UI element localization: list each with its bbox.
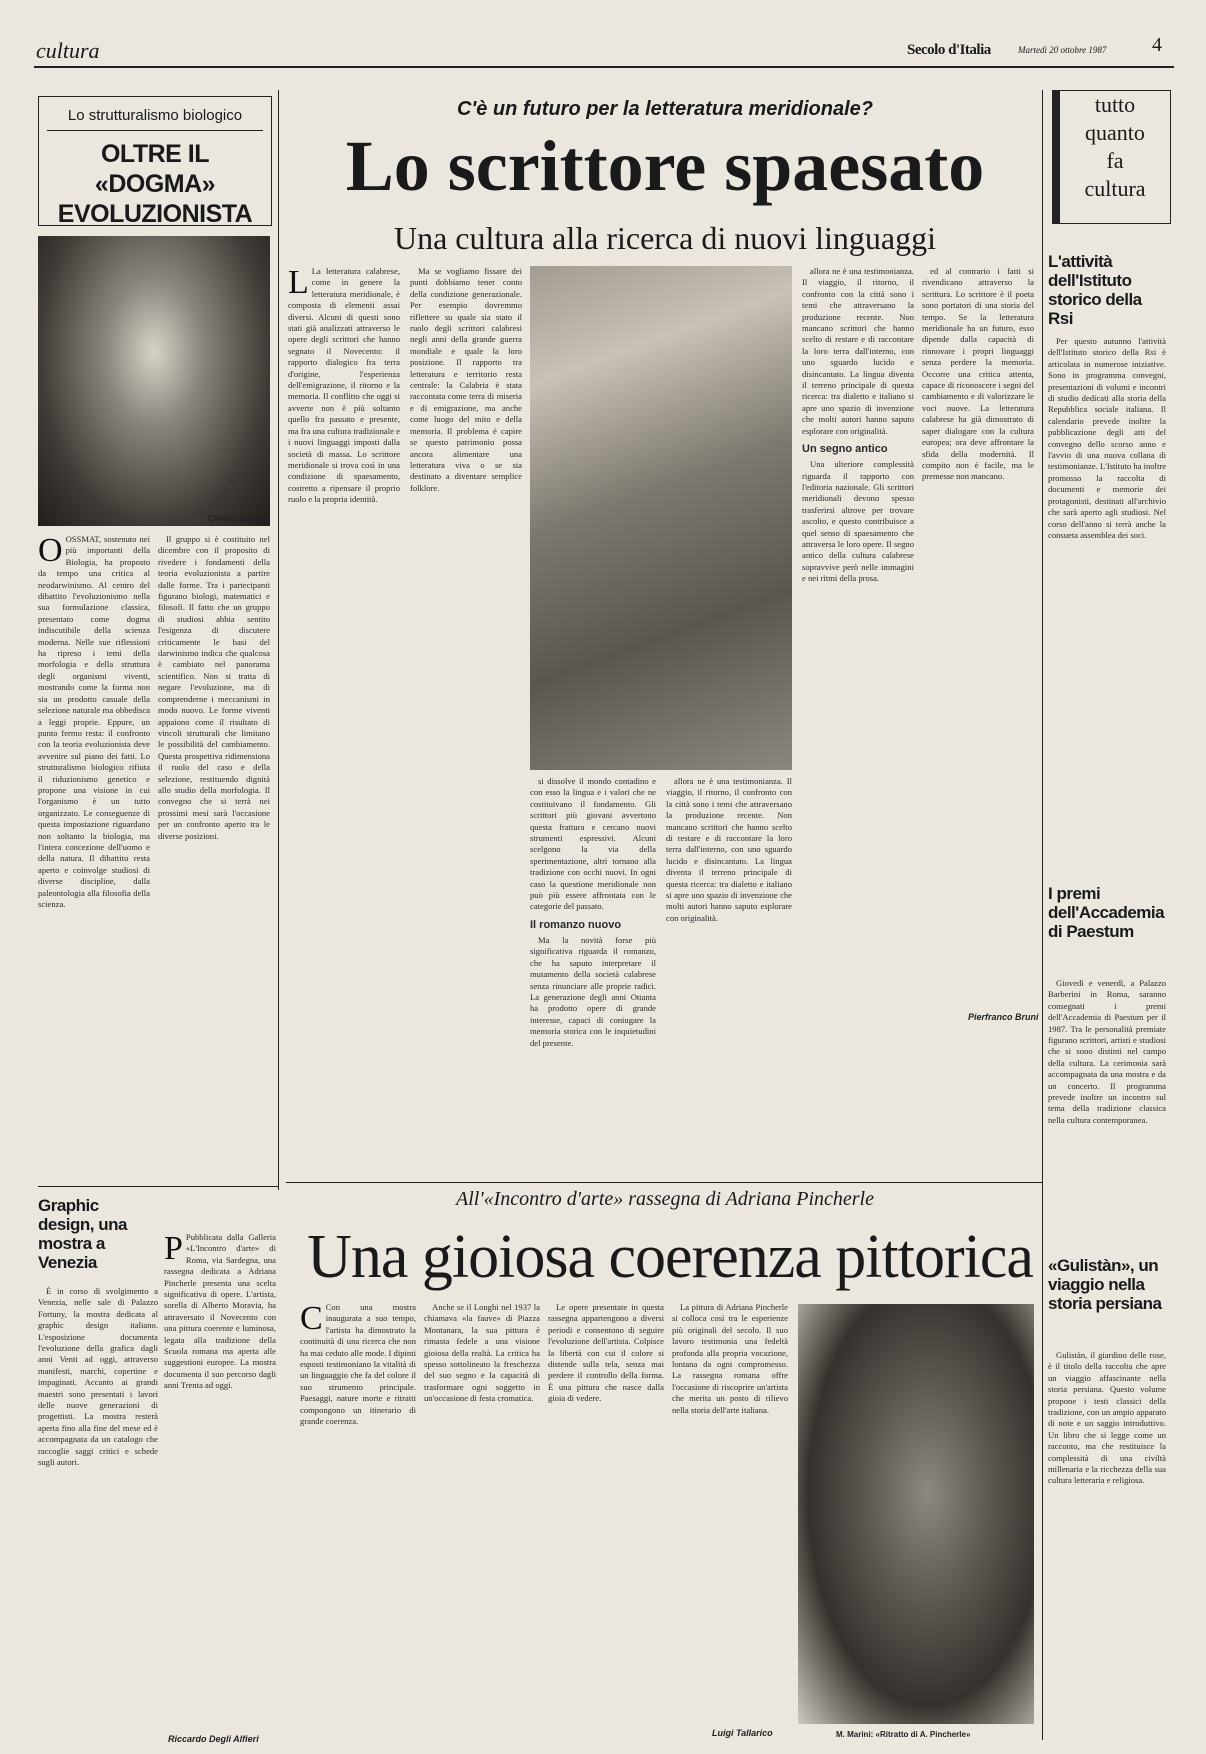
pincherle-photo-caption: M. Marini: «Ritratto di A. Pincherle» bbox=[836, 1730, 971, 1739]
subhead-segno: Un segno antico bbox=[802, 443, 888, 456]
tutto-quanto-logo bbox=[1052, 90, 1171, 224]
calabria-landscape-photo bbox=[530, 266, 792, 770]
pincherle-col-1: P Pubblicata dalla Galleria «L'Incontro d'arte» di Roma, via Sardegna, una rassegna dedicata a Adriana Pincherle presenta una scelta significativa di opere. L'artista, sorella di Alberto Moravia, ha attraversato il Novecento con una pittura coerente e luminosa, legata alla tradizione della Scuola romana ma aperta alle suggestioni europee. La mostra documenta il suo percorso dagli anni Trenta ad oggi. bbox=[164, 1230, 276, 1391]
logo-line-4: cultura bbox=[1084, 176, 1146, 201]
graphic-text: È in corso di svolgimento a Venezia, nelle sale di Palazzo Fortuny, la mostra dedicata al graphic design italiano. L'esposizione documenta l'evoluzione della grafica dagli anni Venti ad oggi, attraverso manifesti, marchi, copertine e impaginati. Accanto ai grandi maestri sono presentati i lavori delle nuove generazioni di progettisti. La mostra resterà aperta fino alla fine del mese ed è accompagnata da un catalogo che raccoglie saggi critici e schede sugli autori. bbox=[38, 1286, 158, 1468]
struttura-title-2: EVOLUZIONISTA bbox=[57, 200, 253, 228]
main-col-2: Ma se vogliamo fissare dei punti dobbiamo tener conto della condizione generazionale. Per esempio dovremmo riflettere su quale sia stato il ruolo degli scrittori calabresi negli anni della grande guerra mondiale e quale la loro posizione. Il rapporto tra letteratura e territorio resta centrale: la Calabria è stata raccontata come terra di miseria e di emigrazione, ma anche come luogo del mito e della memoria. Il problema è capire se questo patrimonio possa ancora alimentare una letteratura viva o se sia destinato a diventare semplice folklore. bbox=[410, 266, 522, 493]
paper-name: Secolo d'Italia bbox=[907, 42, 991, 58]
pincherle-col-2: C Con una mostra inaugurata a suo tempo, l'artista ha dimostrato la continuità di una ricerca che non ha mai ceduto alle mode. I dipinti esposti testimoniano la vitalità di un linguaggio che fa del colore il suo strumento principale. Paesaggi, nature morte e ritratti compongono un itinerario di grande coerenza. bbox=[300, 1300, 416, 1427]
main-col-4: allora ne è una testimonianza. Il viaggio, il ritorno, il confronto con la città sono i temi che attraversano la produzione recente. Non mancano scrittori che hanno scelto di restare e di raccontare la loro terra dall'interno, con uno sguardo lucido e disincantato. La lingua diventa il terreno principale di questa ricerca: tra dialetto e italiano si apre uno spazio di invenzione che molti autori hanno saputo esplorare con originalità. Un segno antico Una ulteriore complessità riguarda il rapporto con l'editoria nazionale. Gli scrittori meridionali devono spesso trasferirsi altrove per trovare ascolto, e questo contribuisce a quel senso di spaesamento che attraversa le loro opere. Il segno antico della cultura calabrese sopravvive però nelle immagini e nei ritmi della prosa. bbox=[802, 266, 914, 584]
section-name: cultura bbox=[36, 38, 100, 63]
column-rule-left bbox=[278, 90, 279, 1190]
pincherle-title: Una gioiosa coerenza pittorica bbox=[307, 1223, 1033, 1291]
rsi-text: Per questo autunno l'attività dell'Istituto storico della Rsi è articolata in numerose iniziative. Sono in programma convegni, presentazioni di volumi e incontri di studio dedicati alla storia della Repubblica sociale italiana. Il calendario prevede inoltre la pubblicazione degli atti del convegno dello scorso anno e l'avvio di una nuova collana di testimonianze. L'Istituto ha inoltre promosso la raccolta di documenti e memorie dei protagonisti, destinati all'archivio che sarà aperto agli studiosi. Nel corso dell'anno si terrà anche la consueta assemblea dei soci. bbox=[1048, 336, 1167, 540]
darwin-portrait bbox=[38, 236, 270, 526]
rsi-headline: L'attività dell'Istituto storico della Rsi bbox=[1048, 252, 1142, 328]
issue-date: Martedì 20 ottobre 1987 bbox=[1018, 45, 1107, 55]
struttura-col-2: Il gruppo si è costituito nel dicembre con il proposito di rivedere i fondamenti della teoria evoluzionista a partire dalle forme. Tra i partecipanti figurano biologi, matematici e filosofi. Il fatto che un gruppo di studiosi abbia sentito l'esigenza di discutere criticamente le basi del darwinismo indica che qualcosa è cambiato nel panorama scientifico. Non si tratta di negare l'evoluzione, ma di comprenderne i meccanismi in modo nuovo. Le forme viventi appaiono come il risultato di vincoli strutturali che limitano le possibilità del cambiamento. Questa prospettiva ridimensiona il ruolo del caso e della selezione, restituendo dignità allo studio della morfologia. Il convegno che si terrà nei prossimi mesi sarà l'occasione per un confronto aperto tra le diverse posizioni. bbox=[158, 534, 270, 841]
masthead-rule bbox=[34, 66, 1174, 68]
main-col-3: si dissolve il mondo contadino e con esso la lingua e i valori che ne costituivano il fondamento. Gli scrittori più giovani avvertono questa frattura e cercano nuovi strumenti espressivi. Alcuni scelgono la via della sperimentazione, altri tornano alla tradizione con occhi nuovi. In ogni caso la questione meridionale non può più essere affrontata con le categorie del passato. Il romanzo nuovo Ma la novità forse più significativa riguarda il romanzo, che ha saputo interpretare il mutamento della società calabrese senza rinunciare alle proprie radici. La generazione degli anni Ottanta ha prodotto opere di grande interesse, capaci di coniugare la memoria storica con le inquietudini del presente. bbox=[530, 776, 656, 1048]
gulistan-headline: «Gulistàn», un viaggio nella storia persiana bbox=[1048, 1256, 1162, 1313]
logo-line-1: tutto bbox=[1094, 92, 1136, 117]
struttura-headline-box bbox=[38, 96, 272, 226]
main-col-1: L La letteratura calabrese, come in genere la letteratura meridionale, è composta di elementi assai diversi. Alcuni di questi sono stati già analizzati attraverso le opere degli scrittori che hanno segnato il Novecento: il rapporto dialogico fra terra d'origine, l'esperienza dell'emigrazione, il ritorno e la memoria. Il conflitto che oggi si avverte non è più soltanto quello fra passato e presente, ma fra una cultura tradizionale e i nuovi linguaggi imposti dalla società di massa. Lo scrittore meridionale si trova così in una condizione di spaesamento, costretto a ripensare il proprio ruolo e la propria identità. bbox=[288, 264, 400, 505]
main-kicker: C'è un futuro per la letteratura meridionale? bbox=[457, 98, 873, 120]
pincherle-col-3: Anche se il Longhi nel 1937 la chiamava «la fauve» di Piazza Montanara, la sua pittura è rimasta fedele a una visione gioiosa della realtà. La critica ha spesso sottolineato la freschezza del suo segno e la capacità di trasformare ogni soggetto in un'occasione di festa cromatica. bbox=[424, 1302, 540, 1404]
struttura-col-1: OOSSMAT, sostenuto nei più importanti della Biologia, ha proposto da tempo una critica al neodarwinismo. Al centro del dibattito l'evoluzionismo nella sua formulazione classica, presentato come dogma indiscutibile della scienza moderna. Nelle sue riflessioni ha ripreso i temi della morfologia e della struttura degli organismi viventi, mostrando come la forma non sia un prodotto casuale della selezione naturale ma obbedisca a leggi proprie. Eppure, un punto fermo resta: il confronto con la teoria evoluzionista deve avvenire sul piano dei fatti. Lo strutturalismo biologico rifiuta il riduzionismo genetico e propone una visione in cui l'organismo è un tutto organizzato. Le conseguenze di questa impostazione riguardano non soltanto la biologia, ma l'intera concezione dell'uomo e della natura. Il dibattito resta aperto e coinvolge studiosi di diverse discipline, dalla paleontologia alla filosofia della scienza. bbox=[38, 532, 150, 909]
graphic-headline: Graphic design, una mostra a Venezia bbox=[38, 1196, 127, 1272]
pincherle-col-4: Le opere presentate in questa rassegna appartengono a diversi periodi e consentono di seguire l'evoluzione dell'artista. Colpisce la libertà con cui il colore si distende sulla tela, senza mai perdere il controllo della forma. È una pittura che nasce dalla gioia di vedere. bbox=[548, 1302, 664, 1404]
paestum-headline: I premi dell'Accademia di Paestum bbox=[1048, 884, 1165, 941]
pincherle-col-5: La pittura di Adriana Pincherle si colloca così tra le esperienze più originali del secolo. Il suo lavoro testimonia una fedeltà profonda alla propria vocazione, lontana da ogni compromesso. La rassegna romana offre l'occasione di riscoprire un'artista che merita un posto di rilievo nella storia dell'arte italiana. bbox=[672, 1302, 788, 1415]
pincherle-rule bbox=[286, 1182, 1042, 1183]
logo-line-2: quanto bbox=[1085, 120, 1145, 145]
graphic-byline: Riccardo Degli Alfieri bbox=[168, 1734, 259, 1744]
main-subtitle: Una cultura alla ricerca di nuovi linguaggi bbox=[393, 220, 936, 256]
darwin-caption: Charles Darwin bbox=[208, 514, 267, 523]
main-col-5: ed al contrario i fatti si rivendicano attraverso la scrittura. Lo scrittore è il poeta sono portatori di una storia del tempo. Se la letteratura meridionale ha un futuro, esso dipende dalla capacità di rinnovare i propri linguaggi senza perdere la memoria. Occorre una critica attenta, capace di riconoscere i segni del cambiamento e di valorizzare le voci nuove. La letteratura calabrese ha già dimostrato di saper dialogare con la cultura europea; ora deve affrontare la sfida della modernità. Il compito non è facile, ma le premesse non mancano. bbox=[922, 266, 1034, 482]
gulistan-text: Gulistàn, il giardino delle rose, è il titolo della raccolta che apre un viaggio affascinante nella storia persiana. Questo volume propone i testi classici della tradizione, con un ampio apparato di note e un saggio introduttivo. Un libro che si legge come un racconto, ma che restituisce la complessità di una civiltà millenaria e la ricchezza della sua cultura letteraria e religiosa. bbox=[1048, 1350, 1166, 1486]
subhead-romanzo: Il romanzo nuovo bbox=[530, 918, 622, 931]
main-title: Lo scrittore spaesato bbox=[345, 126, 985, 206]
paestum-text: Giovedì e venerdì, a Palazzo Barberini in Roma, saranno consegnati i premi dell'Accademia di Paestum per il 1987. Tra le personalità premiate figurano scrittori, artisti e studiosi che si sono distinti nel campo della cultura. La cerimonia sarà accompagnata da una mostra e da un concerto. Il programma prevede inoltre un incontro sul tema della tradizione classica nella cultura contemporanea. bbox=[1048, 978, 1166, 1125]
struttura-title-1: OLTRE IL «DOGMA» bbox=[94, 140, 216, 198]
graphic-rule bbox=[38, 1186, 278, 1187]
pincherle-kicker: All'«Incontro d'arte» rassegna di Adriana Pincherle bbox=[456, 1188, 874, 1210]
column-rule-right bbox=[1042, 90, 1043, 1740]
logo-line-3: fa bbox=[1106, 148, 1124, 173]
pincherle-bust-photo bbox=[798, 1304, 1034, 1724]
main-byline: Pierfranco Bruni bbox=[968, 1012, 1039, 1022]
pincherle-byline: Luigi Tallarico bbox=[712, 1728, 773, 1738]
main-col-4-lower: allora ne è una testimonianza. Il viaggio, il ritorno, il confronto con la città sono i temi che attraversano la produzione recente. Non mancano scrittori che hanno scelto di restare e di raccontare la loro terra dall'interno, con uno sguardo lucido e disincantato. La lingua diventa il terreno principale di questa ricerca: tra dialetto e italiano si apre uno spazio di invenzione che molti autori hanno saputo esplorare con originalità. bbox=[666, 776, 792, 923]
page-number: 4 bbox=[1152, 34, 1162, 56]
struttura-kicker: Lo strutturalismo biologico bbox=[67, 107, 243, 124]
